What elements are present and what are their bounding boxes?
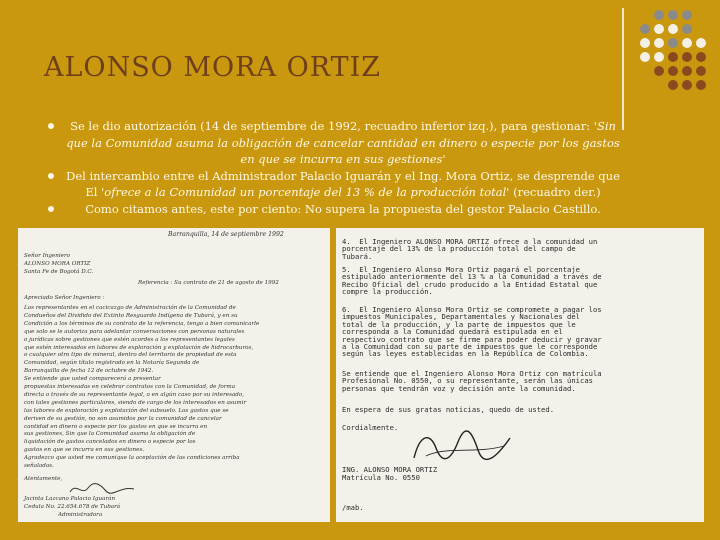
bullet-text: Como citamos antes, este por ciento: No supera la propuesta del gestor Palacio Castillo.: [85, 201, 601, 216]
dot-icon: [696, 38, 706, 48]
scanned-letter-left: [18, 228, 330, 522]
letter-body-line: liquidación de gastos cancelados en dinero o especie por los: [24, 439, 196, 446]
signature-icon: [68, 482, 138, 496]
dot-icon: [668, 66, 678, 76]
letter-body-line: Condición a los términos de su contrato de la referencia, tengo a bien comunicarle: [24, 320, 260, 327]
bullet-item: [40, 118, 620, 168]
slide-title: ALONSO MORA ORTIZ: [44, 52, 382, 83]
bullet-dot-icon: [48, 206, 54, 212]
letter-addressee-line: Santa Fe de Bogotá D.C.: [24, 269, 94, 275]
letter-signer-line: Jacinta Lazcano Palacio Iguarán: [24, 496, 116, 502]
letter-date: Barranquilla, 14 de septiembre 1992: [168, 231, 284, 238]
letter-body-line: o jurídicas sobre gestiones que estén acordes a los representantes legales: [24, 336, 235, 343]
letter-body-line: que estén interesados en labores de exploración y explotación de hidrocarburos,: [24, 344, 254, 351]
scanned-letter-right: [336, 228, 704, 522]
letter-paragraph: Se entiende que el Ingeniero Alonso Mora Ortiz con matrícula Profesional No. 0550, o su representante, serán las únicas personas que tendrán voz y decisión ante la comunidad.: [342, 369, 602, 393]
dot-icon: [682, 52, 692, 62]
letter-signer-line: Administradora: [58, 512, 103, 518]
decorative-dot-grid: [636, 10, 716, 100]
signature-icon: [406, 428, 516, 464]
letter-body-line: Agradezco que usted me comunique la aceptación de las condiciones arriba: [24, 455, 240, 462]
dot-icon: [668, 10, 678, 20]
letter-body-line: Los representantes en el cacicazgo de Administración de la Comunidad de: [24, 305, 236, 311]
dot-icon: [640, 52, 650, 62]
dot-icon: [696, 52, 706, 62]
bullet-quote: 'ofrece a la Comunidad un porcentaje del 13 % de la producción total': [101, 185, 510, 199]
bullet-dot-icon: [48, 123, 54, 129]
bullet-dot-icon: [48, 173, 54, 179]
letter-addressee-line: ALONSO MORA ORTIZ: [24, 261, 91, 267]
letter-signer-line: Matrícula No. 0550: [342, 473, 420, 482]
letter-signer-line: ING. ALONSO MORA ORTIZ: [342, 465, 438, 474]
letter-signer-line: Cedula No. 22.654.678 de Tubará: [24, 504, 121, 510]
dot-icon: [682, 24, 692, 34]
dot-icon: [682, 38, 692, 48]
letter-body-line: directa o través de su representante legal, o en algún caso por su interesado,: [24, 391, 245, 398]
letter-body-line: cantidad en dinero o especie por los gastos en que se incurra en: [24, 423, 208, 430]
letter-body-line: gastos en que se incurra en sus gestiones.: [24, 447, 145, 454]
bullet-text-tail: (recuadro der.): [509, 185, 601, 199]
letter-body-line: deriven de su gestión, no son asumidos por la comunidad de cancelar: [24, 415, 222, 422]
letter-paragraph: 4. El Ingeniero ALONSO MORA ORTIZ ofrece a la comunidad un porcentaje del 13% de la producción total del campo de Tubará.: [342, 237, 598, 261]
dot-icon: [668, 24, 678, 34]
dot-icon: [668, 52, 678, 62]
bullet-item: [40, 201, 620, 218]
dot-icon: [668, 38, 678, 48]
letter-closing: Atentamente,: [24, 476, 63, 482]
letter-body-line: las labores de exploración y explotación del subsuelo. Los gastos que se: [24, 407, 229, 414]
letter-body-line: Comunidad, según título registrado en la Notaría Segunda de: [24, 360, 200, 367]
letter-reference: Referencia : Su contrato de 21 de agosto de 1992: [138, 280, 279, 286]
letter-initials: /mab.: [342, 503, 364, 512]
bullet-text: Se le dio autorización (14 de septiembre de 1992, recuadro inferior izq.), para gestionar:: [70, 119, 594, 133]
letter-body-line: Condueños del Dividido del Extinto Resguardo Indígena de Tubará, y en su: [24, 312, 238, 319]
letter-paragraph: Cordialmente.: [342, 423, 399, 432]
dot-icon: [654, 10, 664, 20]
letter-paragraph: 6. El Ingeniero Alonso Mora Ortiz se compromete a pagar los impuestos Municipales, Departamentales y Nacionales del total de la producción, y la parte de impuestos que le corresponda a la Comunidad quedará estipulada en el respectivo contrato que se firme para poder deducir y gravar a la Comunidad con su parte de impuestos que le corresponde según las leyes establecidas en la República de Colombia.: [342, 305, 602, 359]
dot-icon: [668, 80, 678, 90]
letter-body-line: o cualquier otro tipo de mineral, dentro del territorio de propiedad de esta: [24, 352, 237, 359]
letter-paragraph: 5. El Ingeniero Alonso Mora Ortiz pagará el porcentaje estipulado anteriormente del 13 % a la Comunidad a través de Recibo Oficial del crudo producido a la Entidad Estatal que compre la producción.: [342, 265, 602, 297]
dot-icon: [696, 66, 706, 76]
bullet-item: [40, 168, 620, 201]
letter-body-line: que solo se le autoriza para adelantar conversaciones con personas naturales: [24, 328, 245, 335]
divider-line: [622, 8, 624, 130]
dot-icon: [640, 38, 650, 48]
bullet-quote: 'Sin que la Comunidad asuma la obligación de cancelar cantidad en dinero o especie por los gastos en que se incurra en sus gestiones': [66, 119, 620, 166]
dot-icon: [654, 24, 664, 34]
dot-icon: [682, 10, 692, 20]
dot-icon: [654, 52, 664, 62]
letter-body-line: con tales gestiones particulares, siendo de cargo de los interesados en asumir: [24, 399, 247, 406]
dot-icon: [654, 66, 664, 76]
dot-icon: [654, 38, 664, 48]
dot-icon: [682, 66, 692, 76]
letter-addressee-line: Señor Ingeniero: [24, 253, 71, 259]
letter-body-line: sus gestiones, Sin que la Comunidad asuma la obligación de: [24, 431, 196, 438]
letter-body-line: propuestas interesadas en celebrar contratos con la Comunidad, de forma: [24, 384, 236, 390]
letter-body-line: Se entiende que usted comparecerá a presentar: [24, 376, 161, 383]
bullet-list: [40, 118, 620, 217]
letter-greeting: Apreciado Señor Ingeniero :: [24, 295, 105, 301]
letter-body-line: señaladas.: [24, 463, 54, 469]
bullet-text: Del intercambio entre el Administrador Palacio Iguarán y el Ing. Mora Ortiz, se desprende que El: [66, 168, 620, 199]
dot-icon: [696, 80, 706, 90]
letter-paragraph: En espera de sus gratas noticias, quedo de usted.: [342, 405, 555, 414]
letter-body-line: Barranquilla de fecha 12 de octubre de 1942.: [24, 368, 154, 375]
dot-icon: [640, 24, 650, 34]
dot-icon: [682, 80, 692, 90]
